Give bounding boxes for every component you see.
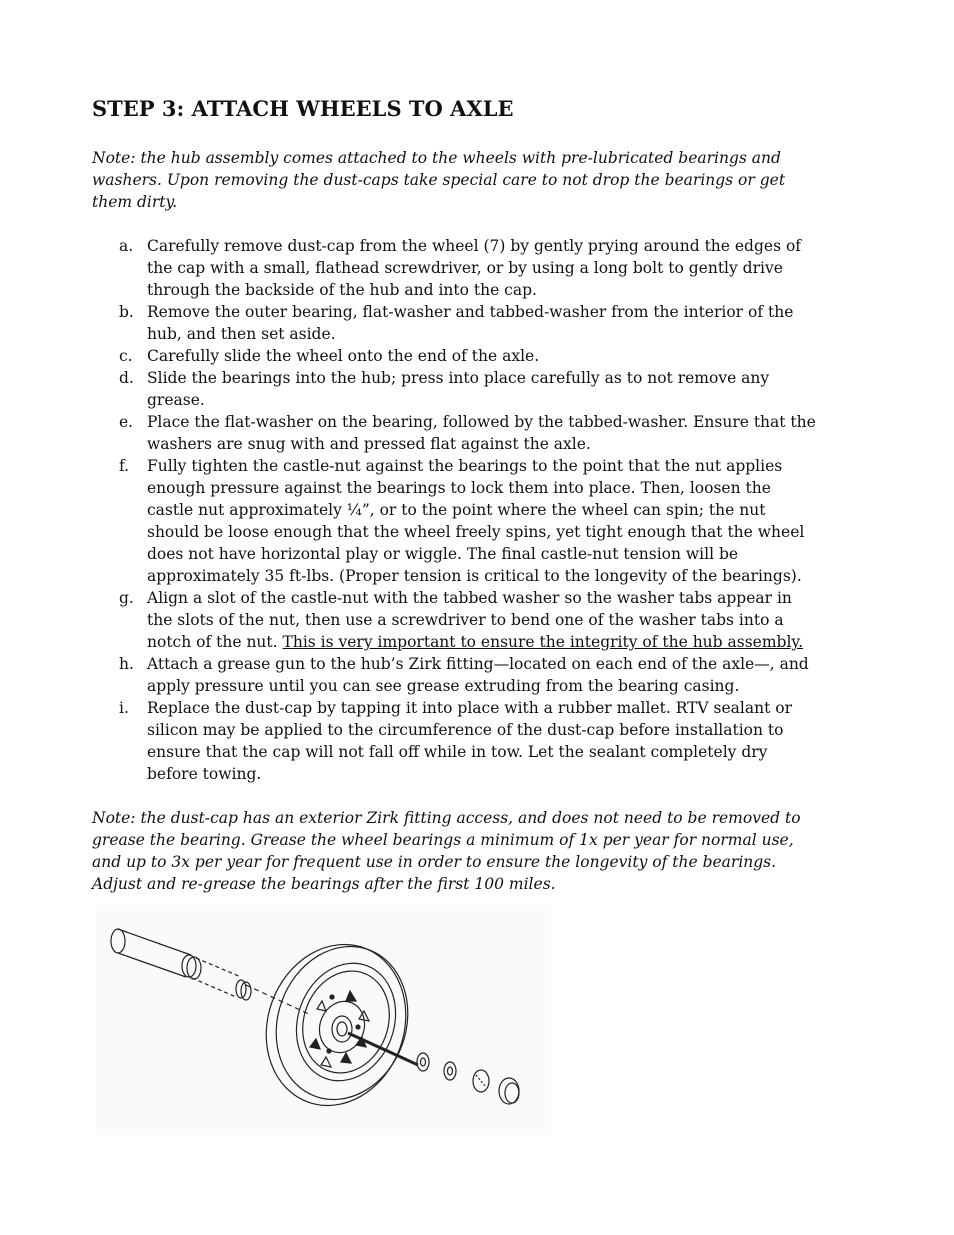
step-item-i — [92, 697, 822, 785]
washer-drawing — [417, 1053, 519, 1104]
step-marker: c. — [119, 347, 133, 365]
step-marker: b. — [119, 303, 134, 321]
step-text: Remove the outer bearing, flat-washer and tabbed-washer from the interior of the hub, and then set aside. — [147, 303, 794, 343]
step-item-c — [92, 345, 822, 367]
step-marker: h. — [119, 655, 134, 673]
step-text: Attach a grease gun to the hub’s Zirk fitting—located on each end of the axle—, and apply pressure until you can see grease extruding from the bearing casing. — [147, 655, 809, 695]
step-marker: f. — [119, 457, 130, 475]
wheel-drawing — [244, 925, 429, 1126]
step-item-e — [92, 411, 822, 455]
note-top: Note: the hub assembly comes attached to the wheels with pre-lubricated bearings and washers. Upon removing the dust-caps take special care to not drop the bearings or get them dirty. — [92, 149, 786, 211]
step-item-a — [92, 235, 822, 301]
step-item-d — [92, 367, 822, 411]
step-text: Align a slot of the castle-nut with the tabbed washer so the washer tabs appear in the slots of the nut, then use a screwdriver to bend one of the washer tabs into a notch of the nut. — [147, 589, 792, 651]
step-text: Place the flat-washer on the bearing, followed by the tabbed-washer. Ensure that the washers are snug with and pressed flat against the axle. — [147, 413, 816, 453]
step-text: Replace the dust-cap by tapping it into place with a rubber mallet. RTV sealant or silicon may be applied to the circumference of the dust-cap before installation to ensure that the cap will not fall off while in tow. Let the sealant completely dry before towing. — [147, 699, 792, 783]
step-text: Slide the bearings into the hub; press into place carefully as to not remove any grease. — [147, 369, 770, 409]
step-item-h — [92, 653, 822, 697]
step-item-b — [92, 301, 822, 345]
step-text: Carefully slide the wheel onto the end of the axle. — [147, 347, 540, 365]
step-title: STEP 3: ATTACH WHEELS TO AXLE — [92, 96, 514, 121]
important-underline: This is very important to ensure the integrity of the hub assembly. — [282, 633, 804, 651]
step-marker: i. — [119, 699, 129, 717]
step-marker: g. — [119, 589, 134, 607]
step-marker: e. — [119, 413, 134, 431]
step-item-g — [92, 587, 822, 653]
wheel-assembly-diagram — [96, 905, 551, 1135]
step-marker: d. — [119, 369, 134, 387]
step-marker: a. — [119, 237, 134, 255]
note-bottom: Note: the dust-cap has an exterior Zirk fitting access, and does not need to be removed to grease the bearing. Grease the wheel bearings a minimum of 1x per year for normal use, and up to 3x per year for frequent use in order to ensure the longevity of the bearings. Adjust and re-grease the bearings after the first 100 miles. — [92, 809, 801, 893]
document-page — [92, 96, 822, 895]
step-text: Carefully remove dust-cap from the wheel (7) by gently prying around the edges of the cap with a small, flathead screwdriver, or by using a long bolt to gently drive through the backside of the hub and into the cap. — [147, 237, 802, 299]
step-text: Fully tighten the castle-nut against the bearings to the point that the nut applies enough pressure against the bearings to lock them into place. Then, loosen the castle nut approximately ¼”, or to the point where the wheel can spin; the nut should be loose enough that the wheel freely spins, yet tight enough that the wheel does not have horizontal play or wiggle. The final castle-nut tension will be approximately 35 ft-lbs. (Proper tension is critical to the longevity of the bearings). — [147, 457, 805, 585]
step-item-f — [92, 455, 822, 587]
steps-list — [92, 235, 822, 785]
